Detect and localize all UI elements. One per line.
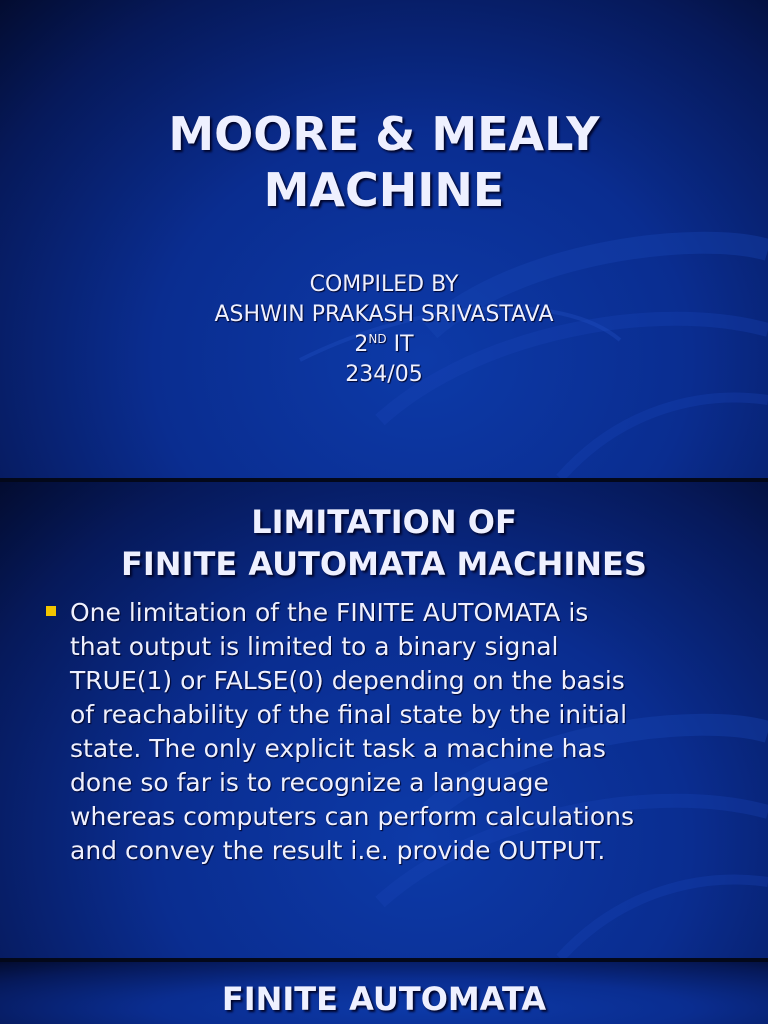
swirl-decoration xyxy=(0,0,768,478)
bullet-text xyxy=(70,596,634,868)
square-bullet-icon xyxy=(46,606,56,616)
bullet-line: One limitation of the FINITE AUTOMATA is xyxy=(70,598,589,627)
bullet-line: state. The only explicit task a machine has xyxy=(70,734,606,763)
credits-roll-number: 234/05 xyxy=(345,362,423,387)
credits-branch: IT xyxy=(386,332,414,357)
credits-block xyxy=(0,270,768,390)
title-line: MOORE & MEALY xyxy=(168,107,600,161)
slide-title xyxy=(0,0,768,478)
slide-limitation xyxy=(0,482,768,958)
credits-class xyxy=(0,330,768,360)
slide-heading: FINITE AUTOMATA xyxy=(221,980,547,1018)
credits-year: 2 xyxy=(354,332,369,357)
credits-compiled-by: COMPILED BY xyxy=(309,272,459,297)
bullet-line: that output is limited to a binary signal xyxy=(70,632,559,661)
heading-line: FINITE AUTOMATA MACHINES xyxy=(121,545,647,583)
slide-title-heading xyxy=(0,106,768,218)
slide-heading xyxy=(0,501,768,585)
heading-line: LIMITATION OF xyxy=(251,503,517,541)
slide-finite-automata xyxy=(0,962,768,1024)
credits-author: ASHWIN PRAKASH SRIVASTAVA xyxy=(214,302,554,327)
title-line: MACHINE xyxy=(263,163,505,217)
credits-year-suffix: ND xyxy=(368,332,387,346)
bullet-line: of reachability of the final state by the initial xyxy=(70,700,628,729)
bullet-line: and convey the result i.e. provide OUTPUT. xyxy=(70,836,606,865)
bullet-line: whereas computers can perform calculations xyxy=(70,802,635,831)
bullet-line: TRUE(1) or FALSE(0) depending on the basis xyxy=(70,666,625,695)
bullet-line: done so far is to recognize a language xyxy=(70,768,549,797)
